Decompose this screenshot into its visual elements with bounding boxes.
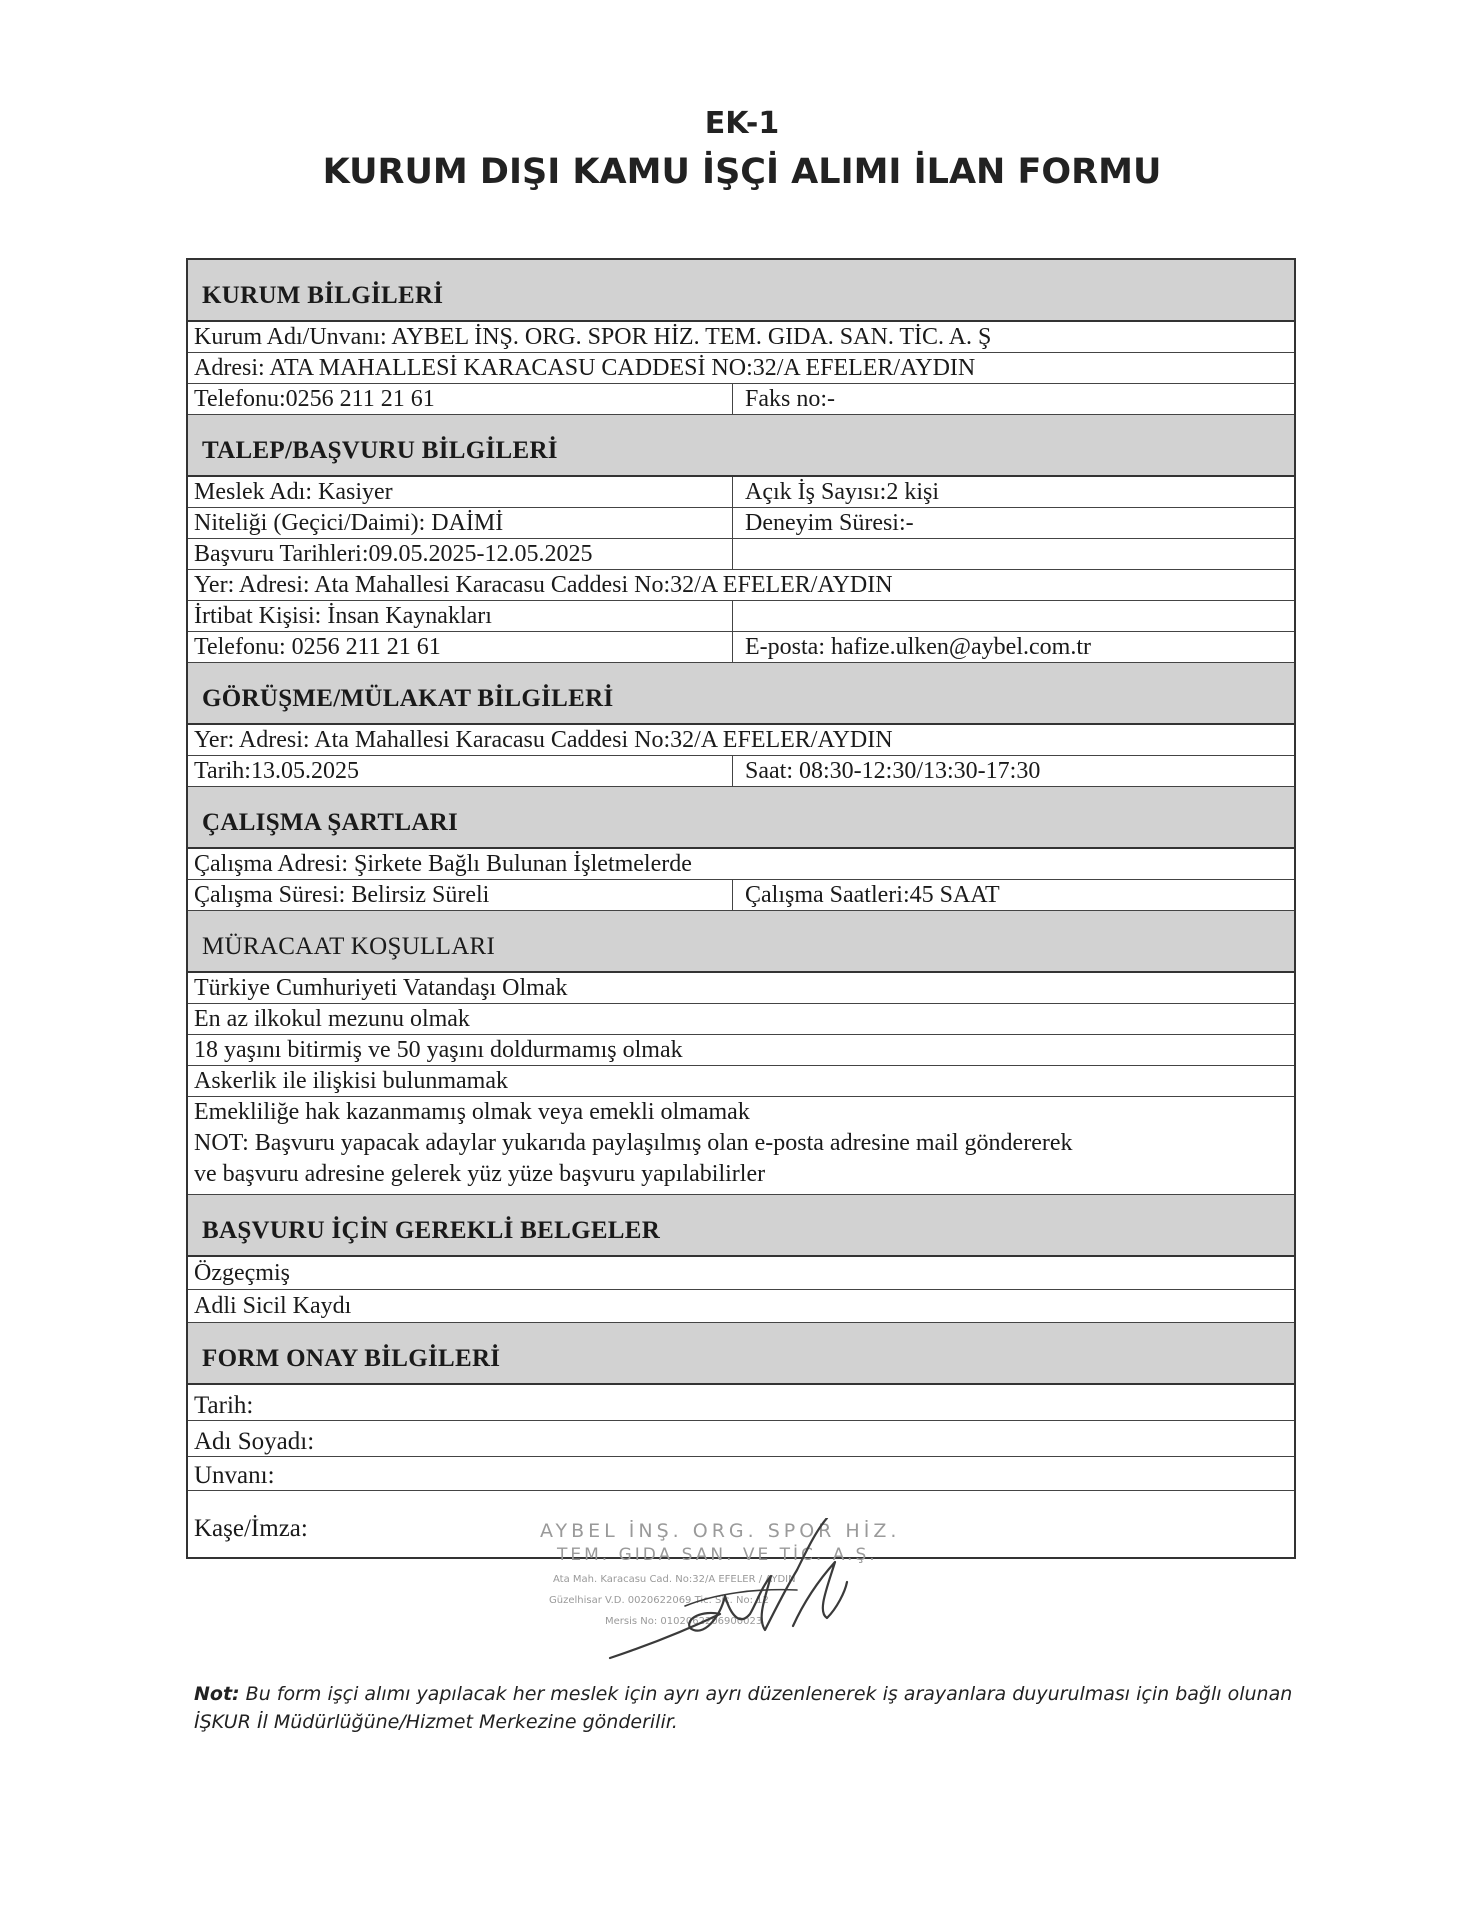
interview-date: Tarih:13.05.2025 <box>188 756 733 786</box>
form-row <box>188 570 1294 601</box>
form-row <box>188 849 1294 880</box>
form-row <box>188 632 1294 663</box>
section-heading-belgeler: BAŞVURU İÇİN GEREKLİ BELGELER <box>188 1195 1294 1257</box>
requirement-age: 18 yaşını bitirmiş ve 50 yaşını doldurmamış olmak <box>194 1037 683 1063</box>
approval-title-label: Unvanı: <box>194 1462 275 1489</box>
stamp-line-3: Ata Mah. Karacasu Cad. No:32/A EFELER / AYDIN <box>553 1574 796 1585</box>
approval-name-label: Adı Soyadı: <box>194 1428 315 1455</box>
form-title: KURUM DIŞI KAMU İŞÇİ ALIMI İLAN FORMU <box>322 152 1162 192</box>
contact-phone: Telefonu: 0256 211 21 61 <box>188 632 733 662</box>
requirement-retirement: Emekliliğe hak kazanmamış olmak veya emekli olmamak <box>194 1099 750 1125</box>
stamp-line-2: TEM. GIDA SAN. VE TİC. A.Ş. <box>557 1545 878 1565</box>
application-dates: Başvuru Tarihleri:09.05.2025-12.05.2025 <box>188 539 733 569</box>
contact-email: E-posta: hafize.ulken@aybel.com.tr <box>745 634 1091 660</box>
company-stamp <box>535 1518 901 1668</box>
form-row <box>188 601 1294 632</box>
requirements-note <box>188 1097 1294 1195</box>
form-row <box>188 756 1294 787</box>
signature-icon <box>535 1518 895 1668</box>
requirement-military: Askerlik ile ilişkisi bulunmamak <box>194 1068 508 1094</box>
form-row <box>188 725 1294 756</box>
list-item <box>188 973 1294 1004</box>
contact-person: İrtibat Kişisi: İnsan Kaynakları <box>188 601 733 631</box>
interview-time: Saat: 08:30-12:30/13:30-17:30 <box>745 758 1041 784</box>
document-criminal-record: Adli Sicil Kaydı <box>194 1293 352 1319</box>
work-duration: Çalışma Süresi: Belirsiz Süreli <box>188 880 733 910</box>
footnote-text: Bu form işçi alımı yapılacak her meslek için ayrı ayrı düzenlenerek iş arayanlara duyurulması için bağlı olunan İŞKUR İl Müdürlüğüne/Hizmet Merkezine gönderilir. <box>194 1683 1293 1733</box>
document-header <box>0 104 1484 196</box>
list-item <box>188 1035 1294 1066</box>
form-row <box>188 508 1294 539</box>
institution-address: Adresi: ATA MAHALLESİ KARACASU CADDESİ NO:32/A EFELER/AYDIN <box>194 355 976 381</box>
job-title: Meslek Adı: Kasiyer <box>188 477 733 507</box>
requirement-citizenship: Türkiye Cumhuriyeti Vatandaşı Olmak <box>194 975 568 1001</box>
requirement-education: En az ilkokul mezunu olmak <box>194 1006 470 1032</box>
list-item <box>188 1004 1294 1035</box>
form-row <box>188 477 1294 508</box>
form-row <box>188 353 1294 384</box>
section-heading-talep: TALEP/BAŞVURU BİLGİLERİ <box>188 415 1294 477</box>
section-heading-kurum: KURUM BİLGİLERİ <box>188 260 1294 322</box>
footnote <box>194 1680 1304 1736</box>
empty-cell <box>733 601 1294 631</box>
list-item <box>188 1257 1294 1290</box>
stamp-line-4: Güzelhisar V.D. 0020622069 Tic. Sic. No: 12 <box>549 1595 769 1606</box>
announcement-form <box>186 258 1296 1559</box>
note-line-1: NOT: Başvuru yapacak adaylar yukarıda paylaşılmış olan e-posta adresine mail göndererek <box>194 1130 1073 1156</box>
job-type: Niteliği (Geçici/Daimi): DAİMİ <box>188 508 733 538</box>
work-address: Çalışma Adresi: Şirkete Bağlı Bulunan İşletmelerde <box>194 851 692 877</box>
institution-name: Kurum Adı/Unvanı: AYBEL İNŞ. ORG. SPOR HİZ. TEM. GIDA. SAN. TİC. A. Ş <box>194 324 992 350</box>
interview-place: Yer: Adresi: Ata Mahallesi Karacasu Caddesi No:32/A EFELER/AYDIN <box>194 727 893 753</box>
note-line-2: ve başvuru adresine gelerek yüz yüze başvuru yapılabilirler <box>194 1161 766 1187</box>
empty-cell <box>733 539 1294 569</box>
form-row <box>188 539 1294 570</box>
list-item <box>188 1066 1294 1097</box>
form-row <box>188 384 1294 415</box>
open-positions: Açık İş Sayısı:2 kişi <box>745 479 940 505</box>
annex-label: EK-1 <box>704 106 780 141</box>
stamp-line-1: AYBEL İNŞ. ORG. SPOR HİZ. <box>540 1520 901 1542</box>
approval-title <box>188 1457 1294 1491</box>
experience: Deneyim Süresi:- <box>745 510 914 536</box>
approval-stamp-label: Kaşe/İmza: <box>194 1515 308 1542</box>
approval-date-label: Tarih: <box>194 1392 254 1419</box>
approval-name <box>188 1421 1294 1457</box>
institution-fax: Faks no:- <box>745 386 835 412</box>
section-heading-muracaat: MÜRACAAT KOŞULLARI <box>188 911 1294 973</box>
section-heading-onay: FORM ONAY BİLGİLERİ <box>188 1323 1294 1385</box>
institution-phone: Telefonu:0256 211 21 61 <box>188 384 733 414</box>
section-heading-gorusme: GÖRÜŞME/MÜLAKAT BİLGİLERİ <box>188 663 1294 725</box>
stamp-line-5: Mersis No: 0102062206900023 <box>605 1616 763 1627</box>
form-row <box>188 880 1294 911</box>
application-place: Yer: Adresi: Ata Mahallesi Karacasu Caddesi No:32/A EFELER/AYDIN <box>194 572 893 598</box>
document-cv: Özgeçmiş <box>194 1260 290 1286</box>
form-row <box>188 322 1294 353</box>
section-heading-calisma: ÇALIŞMA ŞARTLARI <box>188 787 1294 849</box>
approval-date <box>188 1385 1294 1421</box>
work-hours: Çalışma Saatleri:45 SAAT <box>745 882 1000 908</box>
list-item <box>188 1290 1294 1323</box>
footnote-label: Not: <box>194 1683 240 1705</box>
